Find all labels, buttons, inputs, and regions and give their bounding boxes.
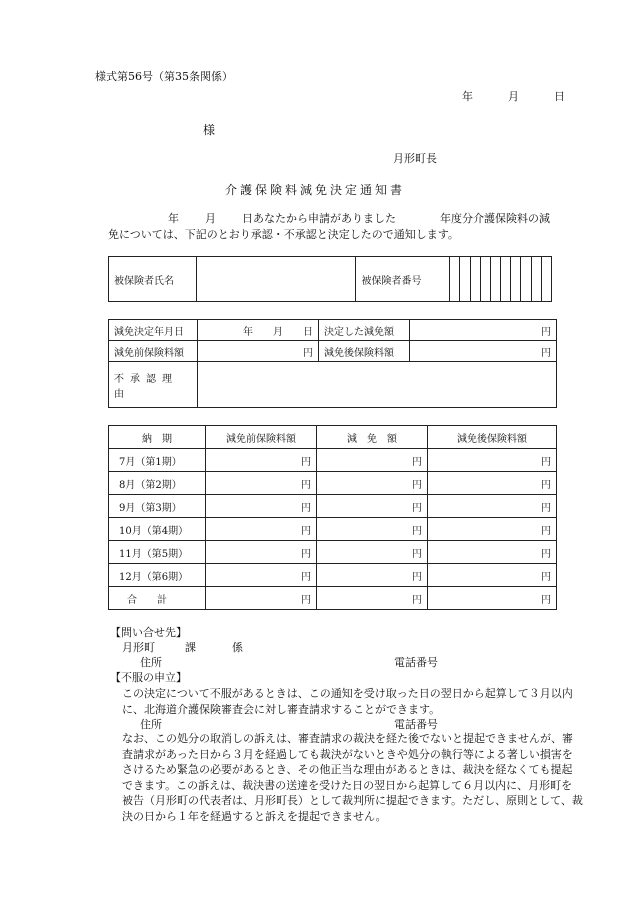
- after-cell[interactable]: [428, 472, 557, 495]
- table-row: [109, 495, 557, 518]
- appeal-contact: [140, 716, 438, 732]
- period-label: 9月（第3期）: [109, 495, 206, 518]
- total-row: [109, 587, 557, 610]
- insured-table: [108, 256, 552, 302]
- before-cell[interactable]: [206, 449, 317, 472]
- after-cell[interactable]: [428, 518, 557, 541]
- period-label: 10月（第4期）: [109, 518, 206, 541]
- yen-unit: 円: [412, 502, 422, 514]
- yen-unit: 円: [301, 594, 311, 606]
- intro-text-2: 年度分介護保険料の減: [440, 212, 550, 225]
- table-row: [109, 449, 557, 472]
- insured-number-digit[interactable]: [460, 257, 470, 302]
- yen-unit: 円: [301, 502, 311, 514]
- period-label: 12月（第6期）: [109, 564, 206, 587]
- yen-unit: 円: [301, 571, 311, 583]
- after-cell[interactable]: [428, 564, 557, 587]
- yen-unit: 円: [541, 548, 551, 560]
- col-after: 減免後保険料額: [428, 426, 557, 449]
- insured-name-label: 被保険者氏名: [109, 257, 197, 302]
- issuer: 月形町長: [393, 152, 437, 165]
- yen-unit: 円: [541, 594, 551, 606]
- decision-date-day: 日: [303, 326, 313, 338]
- reason-label: 不承認理由: [109, 362, 198, 408]
- appeal-text: この決定について不服があるときは、この通知を受け取った日の翌日から起算して３月以内に、北海道介護保険審査会に対し審査請求することができます。: [122, 687, 573, 716]
- total-after-cell[interactable]: [428, 587, 557, 610]
- date-year: 年: [462, 90, 473, 103]
- yen-unit: 円: [541, 502, 551, 514]
- before-cell[interactable]: [206, 541, 317, 564]
- yen-unit: 円: [412, 571, 422, 583]
- period-label: 7月（第1期）: [109, 449, 206, 472]
- decision-date-label: 減免決定年月日: [109, 320, 198, 341]
- insured-name-field[interactable]: [197, 257, 356, 302]
- after-amount-label: 減免後保険料額: [319, 341, 410, 362]
- lawsuit-text: なお、この処分の取消しの訴えは、審査請求の裁決を経た後でないと提起できませんが、審査請求があった日から３月を経過しても裁決がないときや処分の執行等による著しい損害をさけるため緊急の必要があるとき、その他正当な理由があるときは、裁決を経なくても提起できます。この訴えは、裁決書の送達を受けた日の翌日から起算して６月以内に、月形町を被告（月形町の代表者は、月形町長）として裁判所に提起できます。ただし、原則として、裁決の日から１年を経過すると訴えを提起できません。: [122, 732, 583, 823]
- yen-unit: 円: [301, 548, 311, 560]
- total-before-cell[interactable]: [206, 587, 317, 610]
- contact-section-name: 課: [185, 641, 196, 654]
- intro-year: 年: [168, 212, 179, 225]
- intro-month: 月: [205, 212, 216, 225]
- period-label: 11月（第5期）: [109, 541, 206, 564]
- reduction-cell[interactable]: [317, 564, 428, 587]
- insured-number-label: 被保険者番号: [356, 257, 450, 302]
- issue-date: [462, 88, 565, 104]
- appeal-heading: 【不服の申立】: [110, 671, 187, 684]
- reason-field[interactable]: [198, 362, 557, 408]
- col-before: 減免前保険料額: [206, 426, 317, 449]
- decided-amount-field[interactable]: [410, 320, 557, 341]
- table-row: [109, 472, 557, 495]
- appeal-phone-label: 電話番号: [394, 718, 438, 731]
- yen-unit: 円: [412, 548, 422, 560]
- table-row: [109, 564, 557, 587]
- yen-unit: 円: [541, 347, 551, 359]
- addressee-suffix: 様: [203, 123, 216, 137]
- decision-date-year: 年: [243, 326, 253, 338]
- contact-address-label: 住所: [140, 656, 162, 669]
- decided-amount-label: 決定した減免額: [319, 320, 410, 341]
- appeal-paragraph: [108, 686, 583, 717]
- insured-number-digit[interactable]: [490, 257, 500, 302]
- yen-unit: 円: [412, 479, 422, 491]
- col-reduction: 減 免 額: [317, 426, 428, 449]
- insured-number-digit[interactable]: [541, 257, 551, 302]
- decision-date-field[interactable]: [198, 320, 319, 341]
- yen-unit: 円: [301, 525, 311, 537]
- reduction-cell[interactable]: [317, 518, 428, 541]
- yen-unit: 円: [301, 479, 311, 491]
- intro-line-2: 免については、下記のとおり承認・不承認と決定したので通知します。: [108, 228, 459, 241]
- col-period: 納 期: [109, 426, 206, 449]
- yen-unit: 円: [412, 456, 422, 468]
- insured-number-digit[interactable]: [531, 257, 541, 302]
- schedule-table: [108, 425, 557, 610]
- total-label: 合計: [109, 587, 206, 610]
- total-reduction-cell[interactable]: [317, 587, 428, 610]
- yen-unit: 円: [541, 456, 551, 468]
- appeal-address-label: 住所: [140, 718, 162, 731]
- document-title: 介護保険料減免決定通知書: [224, 183, 405, 197]
- intro-paragraph: [108, 211, 578, 243]
- before-amount-field[interactable]: [198, 341, 319, 362]
- insured-number-digit[interactable]: [470, 257, 480, 302]
- table-row: [109, 541, 557, 564]
- yen-unit: 円: [412, 525, 422, 537]
- decision-table: [108, 319, 557, 408]
- yen-unit: 円: [541, 571, 551, 583]
- contact-heading: 【問い合せ先】: [110, 626, 187, 639]
- insured-number-digit[interactable]: [511, 257, 521, 302]
- period-label: 8月（第2期）: [109, 472, 206, 495]
- before-cell[interactable]: [206, 495, 317, 518]
- reduction-cell[interactable]: [317, 541, 428, 564]
- after-cell[interactable]: [428, 495, 557, 518]
- insured-number-digit[interactable]: [480, 257, 490, 302]
- decision-date-month: 月: [273, 326, 283, 338]
- yen-unit: 円: [412, 594, 422, 606]
- date-day: 日: [554, 90, 565, 103]
- lawsuit-paragraph: [108, 731, 583, 824]
- contact-section: [110, 625, 438, 685]
- reduction-cell[interactable]: [317, 495, 428, 518]
- yen-unit: 円: [301, 456, 311, 468]
- date-month: 月: [508, 90, 519, 103]
- yen-unit: 円: [541, 479, 551, 491]
- insured-number-digit[interactable]: [501, 257, 511, 302]
- reduction-cell[interactable]: [317, 472, 428, 495]
- after-cell[interactable]: [428, 449, 557, 472]
- contact-person: 係: [232, 641, 243, 654]
- before-cell[interactable]: [206, 472, 317, 495]
- after-cell[interactable]: [428, 541, 557, 564]
- insured-number-digit[interactable]: [521, 257, 531, 302]
- before-cell[interactable]: [206, 518, 317, 541]
- yen-unit: 円: [303, 347, 313, 359]
- table-row: [109, 518, 557, 541]
- contact-phone-label: 電話番号: [394, 656, 438, 669]
- yen-unit: 円: [541, 525, 551, 537]
- before-amount-label: 減免前保険料額: [109, 341, 198, 362]
- yen-unit: 円: [541, 326, 551, 338]
- form-number: 様式第56号（第35条関係）: [95, 70, 233, 83]
- before-cell[interactable]: [206, 564, 317, 587]
- insured-number-digit[interactable]: [450, 257, 460, 302]
- after-amount-field[interactable]: [410, 341, 557, 362]
- reduction-cell[interactable]: [317, 449, 428, 472]
- intro-text-1: 日あなたから申請がありました: [242, 212, 396, 225]
- contact-town: 月形町: [122, 641, 155, 654]
